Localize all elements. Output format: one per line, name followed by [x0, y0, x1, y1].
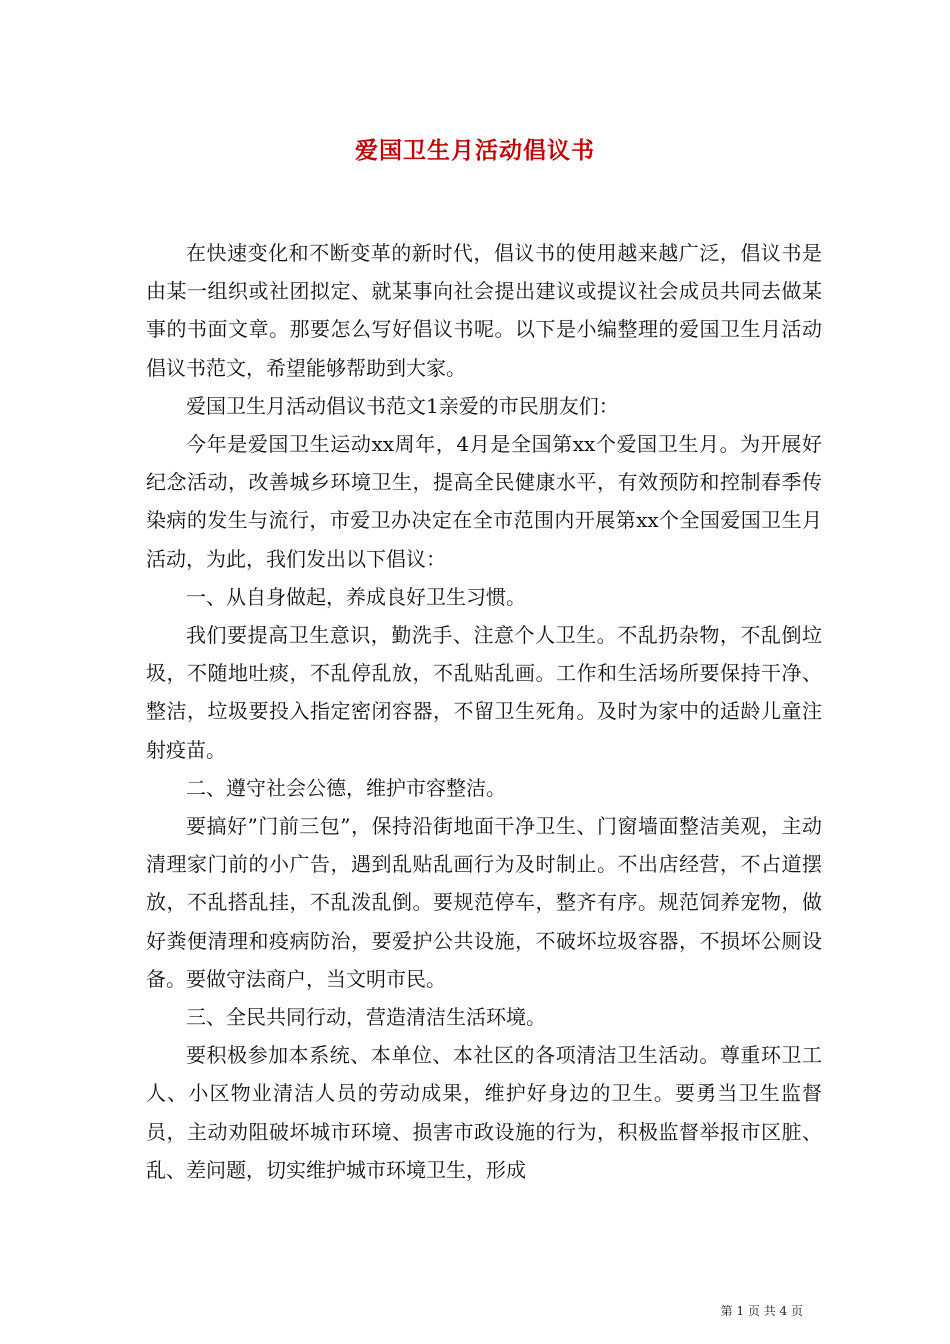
document-title: 爱国卫生月活动倡议书: [355, 137, 595, 164]
paragraph-section-3: 要积极参加本系统、本单位、本社区的各项清洁卫生活动。尊重环卫工人、小区物业清洁人员的劳动成果，维护好身边的卫生。要勇当卫生监督员，主动劝阻破坏城市环境、损害市政设施的行为，积极监督举报市区脏、乱、差问题，切实维护城市环境卫生，形成: [146, 1043, 822, 1182]
section-heading-3: 三、全民共同行动，营造清洁生活环境。: [186, 1005, 546, 1030]
paragraph-intro: 在快速变化和不断变革的新时代，倡议书的使用越来越广泛，倡议书是由某一组织或社团拟定、就某事向社会提出建议或提议社会成员共同去做某事的书面文章。那要怎么写好倡议书呢。以下是小编整理的爱国卫生月活动倡议书范文，希望能够帮助到大家。: [146, 241, 822, 380]
paragraph-greeting: 爱国卫生月活动倡议书范文1亲爱的市民朋友们：: [186, 393, 619, 418]
section-heading-1: 一、从自身做起，养成良好卫生习惯。: [186, 584, 526, 609]
paragraph-background: 今年是爱国卫生运动xx周年，4月是全国第xx个爱国卫生月。为开展好纪念活动，改善城乡环境卫生，提高全民健康水平，有效预防和控制春季传染病的发生与流行，市爱卫办决定在全市范围内开展第xx个全国爱国卫生月活动，为此，我们发出以下倡议：: [146, 432, 822, 571]
document-body: [146, 234, 822, 1189]
page-number: 第 1 页 共 4 页: [720, 1304, 803, 1318]
paragraph-section-2: 要搞好”门前三包”，保持沿街地面干净卫生、门窗墙面整洁美观，主动清理家门前的小广告，遇到乱贴乱画行为及时制止。不出店经营，不占道摆放，不乱搭乱挂，不乱泼乱倒。要规范停车，整齐有序。规范饲养宠物，做好粪便清理和疫病防治，要爱护公共设施，不破坏垃圾容器，不损坏公厕设备。要做守法商户，当文明市民。: [146, 814, 822, 991]
paragraph-section-1: 我们要提高卫生意识，勤洗手、注意个人卫生。不乱扔杂物，不乱倒垃圾，不随地吐痰，不乱停乱放，不乱贴乱画。工作和生活场所要保持干净、整洁，垃圾要投入指定密闭容器，不留卫生死角。及时为家中的适龄儿童注射疫苗。: [146, 623, 822, 762]
section-heading-2: 二、遵守社会公德，维护市容整洁。: [186, 775, 506, 800]
